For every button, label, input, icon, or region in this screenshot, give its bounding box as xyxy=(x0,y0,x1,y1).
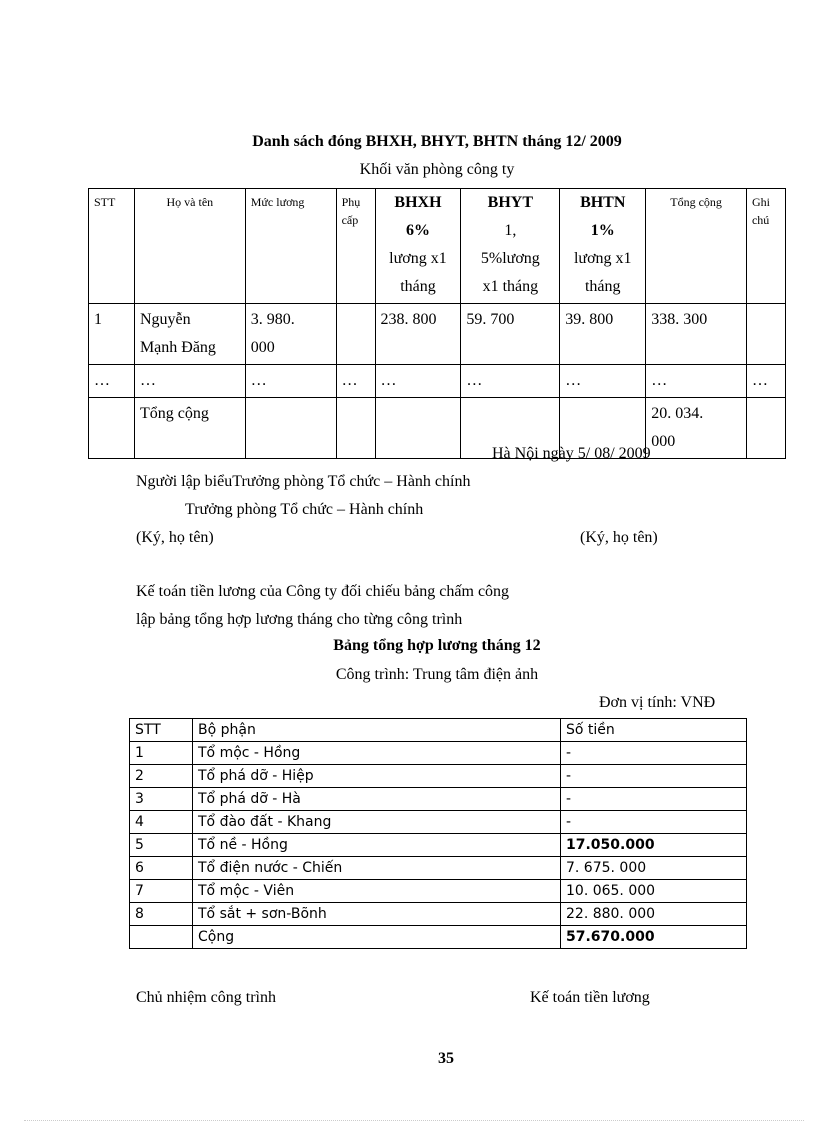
salary-summary-subtitle: Công trình: Trung tâm điện ảnh xyxy=(335,666,539,683)
summary-stt: 3 xyxy=(130,788,193,811)
summary-header-dept: Bộ phận xyxy=(193,719,561,742)
summary-header-stt: STT xyxy=(130,719,193,742)
sign-left-1: (Ký, họ tên) xyxy=(136,529,214,546)
total-row-value-line1: 20. 034. xyxy=(651,405,704,422)
ellipsis-cell: … xyxy=(560,365,646,398)
salary-summary-table xyxy=(129,718,747,949)
summary-amount: 17.050.000 xyxy=(561,834,747,857)
header-bhxh-line3: lương x1 xyxy=(389,250,447,267)
row1-allowance xyxy=(336,304,375,365)
row1-name-line1: Nguyễn xyxy=(139,311,191,328)
salary-summary-title: Bảng tổng hợp lương tháng 12 xyxy=(333,637,541,654)
header-total: Tổng cộng xyxy=(646,189,747,304)
table-row xyxy=(89,304,786,365)
row1-name xyxy=(134,304,245,365)
summary-total-amount: 57.670.000 xyxy=(561,926,747,949)
summary-dept: Tổ điện nước - Chiến xyxy=(193,857,561,880)
row1-bhyt: 59. 700 xyxy=(461,304,560,365)
summary-amount: - xyxy=(561,765,747,788)
row1-bhxh: 238. 800 xyxy=(375,304,461,365)
table-row xyxy=(130,903,747,926)
header-name: Họ và tên xyxy=(134,189,245,304)
summary-total-row xyxy=(130,926,747,949)
signer-line-2: Trưởng phòng Tổ chức – Hành chính xyxy=(185,501,424,518)
header-bhtn-line2: 1% xyxy=(590,222,615,239)
summary-total-label: Cộng xyxy=(193,926,561,949)
header-bhtn-line4: tháng xyxy=(584,278,621,295)
summary-amount: - xyxy=(561,742,747,765)
header-bhyt-line3: 5%lương xyxy=(480,250,540,267)
summary-dept: Tổ phá dỡ - Hà xyxy=(193,788,561,811)
row1-salary xyxy=(245,304,336,365)
payroll-insurance-title: Danh sách đóng BHXH, BHYT, BHTN tháng 12/ 2009 xyxy=(252,133,622,150)
summary-stt: 5 xyxy=(130,834,193,857)
table-row xyxy=(130,742,747,765)
summary-header-row xyxy=(130,719,747,742)
header-bhxh-line4: tháng xyxy=(400,278,436,295)
paragraph-line-2: lập bảng tổng hợp lương tháng cho từng công trình xyxy=(136,611,463,628)
header-bhyt xyxy=(461,189,560,304)
summary-amount: 7. 675. 000 xyxy=(561,857,747,880)
header-note: Ghi chú xyxy=(746,189,785,304)
header-bhyt-line1: BHYT xyxy=(487,194,534,211)
row1-total: 338. 300 xyxy=(646,304,747,365)
total-row-empty xyxy=(245,398,336,459)
summary-stt: 7 xyxy=(130,880,193,903)
summary-dept: Tổ sắt + sơn-Bõnh xyxy=(193,903,561,926)
ellipsis-cell: … xyxy=(746,365,785,398)
total-row-label: Tổng cộng xyxy=(134,398,245,459)
header-bhyt-line2: 1, xyxy=(504,222,517,239)
summary-amount: 22. 880. 000 xyxy=(561,903,747,926)
unit-label: Đơn vị tính: VNĐ xyxy=(599,694,716,711)
insurance-table-header xyxy=(89,189,786,304)
signer-line: Người lập biểuTrưởng phòng Tổ chức – Hành chính xyxy=(136,473,471,490)
date-line: Hà Nội ngày 5/ 08/ 2009 xyxy=(492,445,651,462)
paragraph-line-1: Kế toán tiền lương của Công ty đối chiếu bảng chấm công xyxy=(136,583,510,600)
summary-amount: 10. 065. 000 xyxy=(561,880,747,903)
summary-total-stt xyxy=(130,926,193,949)
ellipsis-cell: … xyxy=(336,365,375,398)
row1-name-line2: Mạnh Đăng xyxy=(139,339,216,356)
row1-salary-line1: 3. 980. xyxy=(250,311,295,328)
payroll-insurance-subtitle: Khối văn phòng công ty xyxy=(359,161,515,178)
row1-stt: 1 xyxy=(89,304,135,365)
summary-stt: 4 xyxy=(130,811,193,834)
row1-bhtn: 39. 800 xyxy=(560,304,646,365)
header-bhtn xyxy=(560,189,646,304)
summary-dept: Tổ phá dỡ - Hiệp xyxy=(193,765,561,788)
table-total-row xyxy=(89,398,786,459)
summary-stt: 6 xyxy=(130,857,193,880)
summary-stt: 1 xyxy=(130,742,193,765)
table-row xyxy=(130,765,747,788)
ellipsis-cell: … xyxy=(245,365,336,398)
header-bhtn-line3: lương x1 xyxy=(573,250,632,267)
summary-header-amount: Số tiền xyxy=(561,719,747,742)
total-row-empty xyxy=(746,398,785,459)
summary-dept: Tổ nề - Hồng xyxy=(193,834,561,857)
table-row xyxy=(130,834,747,857)
ellipsis-cell: … xyxy=(375,365,461,398)
summary-amount: - xyxy=(561,811,747,834)
table-row xyxy=(130,811,747,834)
summary-stt: 2 xyxy=(130,765,193,788)
ellipsis-cell: … xyxy=(646,365,747,398)
header-bhyt-line4: x1 tháng xyxy=(482,278,539,295)
ellipsis-cell: … xyxy=(134,365,245,398)
header-stt: STT xyxy=(89,189,135,304)
row1-salary-line2: 000 xyxy=(250,339,275,356)
page-number: 35 xyxy=(438,1050,454,1067)
header-allowance: Phụ cấp xyxy=(336,189,375,304)
table-row xyxy=(130,857,747,880)
total-row-stt xyxy=(89,398,135,459)
table-row xyxy=(130,788,747,811)
sign-right-1: (Ký, họ tên) xyxy=(580,529,658,546)
header-bhtn-line1: BHTN xyxy=(580,194,626,211)
table-row xyxy=(130,880,747,903)
total-row-value-line2: 000 xyxy=(651,433,676,450)
summary-stt: 8 xyxy=(130,903,193,926)
total-row-value xyxy=(646,398,747,459)
header-bhxh-line1: BHXH xyxy=(394,194,442,211)
summary-dept: Tổ mộc - Viên xyxy=(193,880,561,903)
sign-right-2: Kế toán tiền lương xyxy=(530,989,650,1006)
header-salary: Mức lương xyxy=(245,189,336,304)
table-row-ellipsis xyxy=(89,365,786,398)
summary-dept: Tổ đào đất - Khang xyxy=(193,811,561,834)
header-bhxh-line2: 6% xyxy=(405,222,430,239)
sign-left-2: Chủ nhiệm công trình xyxy=(136,989,276,1006)
header-bhxh xyxy=(375,189,461,304)
insurance-table xyxy=(88,188,786,459)
total-row-empty xyxy=(375,398,461,459)
ellipsis-cell: … xyxy=(461,365,560,398)
row1-note xyxy=(746,304,785,365)
ellipsis-cell: … xyxy=(89,365,135,398)
footer-divider xyxy=(24,1120,804,1121)
summary-amount: - xyxy=(561,788,747,811)
summary-dept: Tổ mộc - Hồng xyxy=(193,742,561,765)
total-row-empty xyxy=(336,398,375,459)
